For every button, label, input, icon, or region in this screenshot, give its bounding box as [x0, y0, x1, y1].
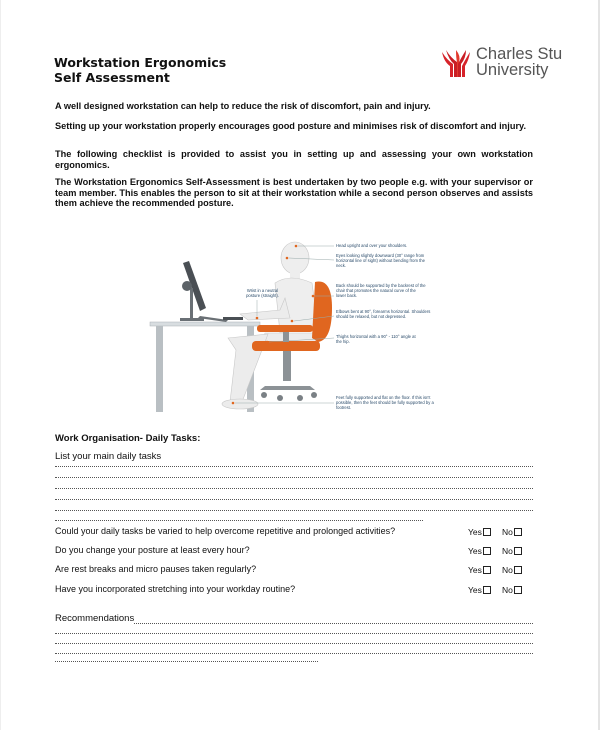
no-option-4[interactable] — [502, 585, 522, 595]
section-heading-daily-tasks: Work Organisation- Daily Tasks: — [55, 433, 201, 444]
yes-option-3[interactable] — [468, 565, 491, 575]
question-4: Have you incorporated stretching into your workday routine? — [55, 584, 296, 594]
yes-option-4[interactable] — [468, 585, 491, 595]
label-wrist: Wrist in a neutral posture (straight). — [246, 288, 279, 298]
intro-paragraph-2: Setting up your workstation properly encourages good posture and minimises risk of discomfort and injury. — [55, 121, 527, 131]
no-checkbox[interactable] — [514, 547, 522, 555]
no-label: No — [502, 585, 513, 595]
label-back: Back should be supported by the backrest of the chair that promotes the natural curve of the lower back. — [336, 283, 426, 298]
yes-checkbox[interactable] — [483, 566, 491, 574]
daily-tasks-line-6[interactable] — [55, 520, 423, 521]
title-line-1: Workstation Ergonomics — [54, 55, 227, 70]
ergonomic-posture-illustration — [140, 238, 440, 416]
title-line-2: Self Assessment — [54, 70, 170, 85]
daily-tasks-line-3[interactable] — [55, 488, 533, 489]
yes-label: Yes — [468, 527, 482, 537]
recommendations-line-3[interactable] — [55, 643, 533, 644]
label-head: Head upright and over your shoulders. — [336, 243, 408, 248]
label-thighs: Thighs horizontal with a 90° - 110° angle at the hip. — [336, 334, 416, 344]
no-label: No — [502, 565, 513, 575]
yes-checkbox[interactable] — [483, 528, 491, 536]
yes-option-1[interactable] — [468, 527, 491, 537]
no-checkbox[interactable] — [514, 528, 522, 536]
logo-text — [476, 46, 562, 78]
daily-tasks-line-4[interactable] — [55, 499, 533, 500]
label-feet: Feet fully supported and flat on the floor. If this isn't possible, then the feet should be fully supported by a footrest. — [336, 395, 434, 410]
page-edge-left — [0, 0, 1, 730]
yes-option-2[interactable] — [468, 546, 491, 556]
no-label: No — [502, 527, 513, 537]
question-1: Could your daily tasks be varied to help overcome repetitive and prolonged activities? — [55, 526, 396, 536]
recommendations-line-2[interactable] — [55, 633, 533, 634]
daily-tasks-prompt: List your main daily tasks — [55, 451, 162, 462]
no-option-2[interactable] — [502, 546, 522, 556]
yes-checkbox[interactable] — [483, 586, 491, 594]
intro-paragraph-4: The Workstation Ergonomics Self-Assessment is best undertaken by two people e.g. with your supervisor or team member. This enables the person to sit at their workstation while a second person observes and assists them achieve the recommended posture. — [55, 177, 533, 208]
daily-tasks-line-2[interactable] — [55, 477, 533, 478]
yes-label: Yes — [468, 546, 482, 556]
recommendations-label: Recommendations — [55, 613, 135, 624]
no-checkbox[interactable] — [514, 566, 522, 574]
label-elbows: Elbows bent at 90°, forearms horizontal. Shoulders should be relaxed, but not depressed. — [336, 309, 431, 319]
label-eyes: Eyes looking slightly downward (30° range from horizontal line of sight) without bending from the neck. — [336, 253, 425, 268]
no-checkbox[interactable] — [514, 586, 522, 594]
logo-line-2: University — [476, 61, 549, 79]
yes-checkbox[interactable] — [483, 547, 491, 555]
intro-paragraph-3: The following checklist is provided to assist you in setting up and assessing your own workstation ergonomics. — [55, 149, 533, 170]
daily-tasks-line-5[interactable] — [55, 510, 533, 511]
document-title — [54, 55, 226, 85]
yes-label: Yes — [468, 585, 482, 595]
no-option-3[interactable] — [502, 565, 522, 575]
no-option-1[interactable] — [502, 527, 522, 537]
question-2: Do you change your posture at least every hour? — [55, 545, 250, 555]
recommendations-line-1[interactable] — [134, 623, 533, 624]
recommendations-line-5[interactable] — [55, 661, 318, 662]
logo-line-1: Charles Stu — [476, 45, 563, 63]
intro-paragraph-1: A well designed workstation can help to reduce the risk of discomfort, pain and injury. — [55, 101, 431, 111]
yes-label: Yes — [468, 565, 482, 575]
question-3: Are rest breaks and micro pauses taken regularly? — [55, 564, 257, 574]
daily-tasks-line-1[interactable] — [55, 466, 533, 467]
recommendations-line-4[interactable] — [55, 653, 533, 654]
no-label: No — [502, 546, 513, 556]
university-logo — [440, 46, 600, 82]
tulip-logo-icon — [440, 48, 472, 78]
